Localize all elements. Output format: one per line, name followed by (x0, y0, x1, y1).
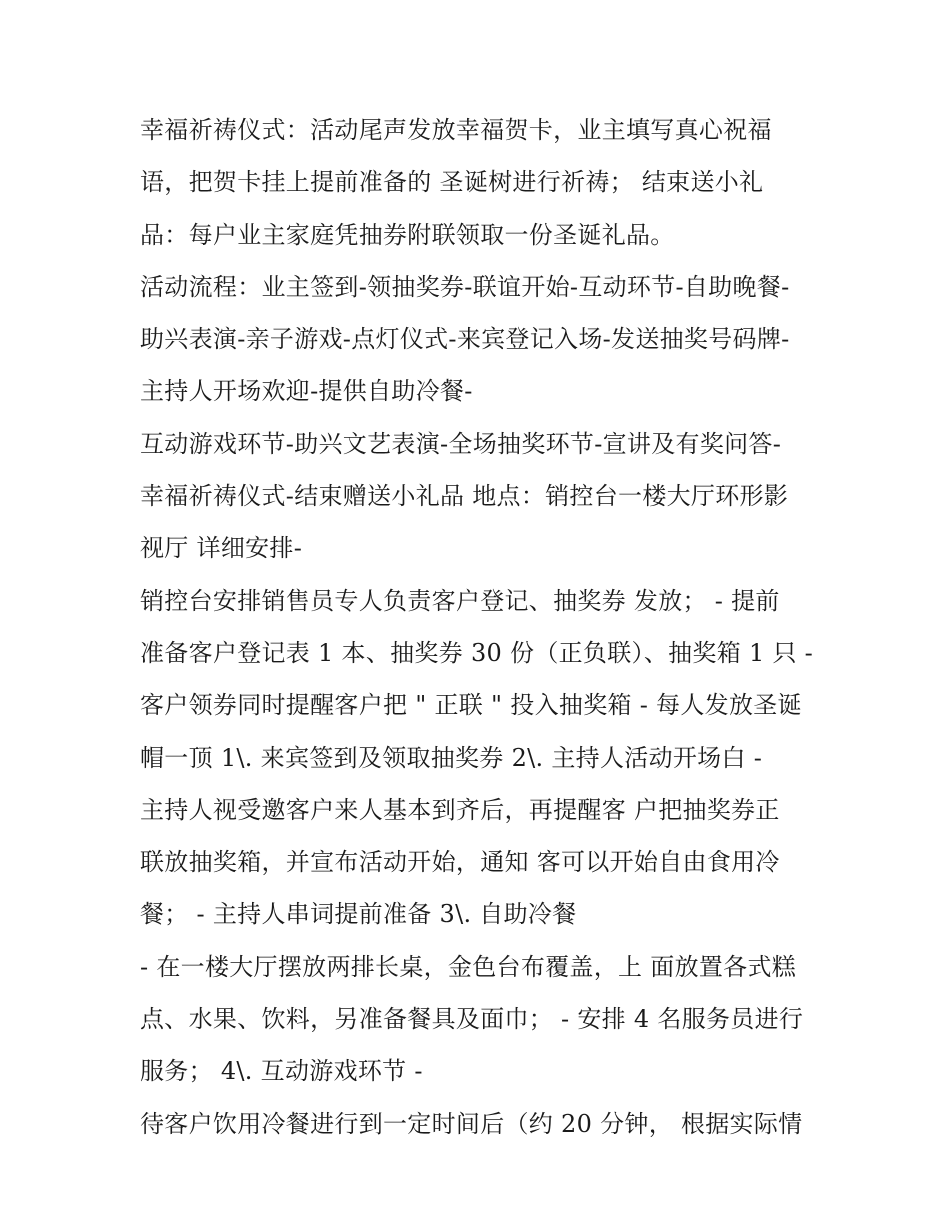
text-line: 幸福祈祷仪式：活动尾声发放幸福贺卡，业主填写真心祝福 (140, 116, 772, 144)
text-line: 主持人视受邀客户来人基本到齐后，再提醒客 户把抽奖券正 (140, 795, 780, 824)
text-line: 点、水果、饮料，另准备餐具及面巾； - 安排 4 名服务员进行 (140, 1005, 804, 1034)
text-line: 品：每户业主家庭凭抽券附联领取一份圣诞礼品。 (140, 220, 675, 249)
text-line: 助兴表演-亲子游戏-点灯仪式-来宾登记入场-发送抽奖号码牌- (140, 325, 790, 354)
text-line: 语，把贺卡挂上提前准备的 圣诞树进行祈祷； 结束送小礼 (140, 168, 764, 197)
text-line: 活动流程：业主签到-领抽奖券-联谊开始-互动环节-自助晚餐- (140, 272, 790, 301)
text-line: 视厅 详细安排- (140, 534, 303, 563)
text-line: 服务； 4\. 互动游戏环节 - (140, 1057, 423, 1086)
text-line: 帽一顶 1\. 来宾签到及领取抽奖券 2\. 主持人活动开场白 - (140, 743, 763, 772)
text-line: - 在一楼大厅摆放两排长桌，金色台布覆盖，上 面放置各式糕 (140, 952, 797, 981)
text-line: 待客户饮用冷餐进行到一定时间后（约 20 分钟， 根据实际情 (140, 1109, 803, 1138)
text-line: 幸福祈祷仪式-结束赠送小礼品 地点：销控台一楼大厅环形影 (140, 482, 789, 511)
text-line: 准备客户登记表 1 本、抽奖券 30 份（正负联）、抽奖箱 1 只 - (140, 638, 814, 667)
document-body (140, 104, 820, 1150)
text-line: 联放抽奖箱，并宣布活动开始，通知 客可以开始自由食用冷 (140, 848, 780, 877)
text-line: 餐； - 主持人串词提前准备 3\. 自助冷餐 (140, 900, 577, 929)
text-line: 主持人开场欢迎-提供自助冷餐- (140, 377, 473, 406)
text-line: 互动游戏环节-助兴文艺表演-全场抽奖环节-宣讲及有奖问答- (140, 429, 782, 458)
text-line: 销控台安排销售员专人负责客户登记、抽奖券 发放； - 提前 (140, 586, 780, 615)
text-line: 客户领券同时提醒客户把 " 正联 " 投入抽奖箱 - 每人发放圣诞 (140, 691, 802, 720)
